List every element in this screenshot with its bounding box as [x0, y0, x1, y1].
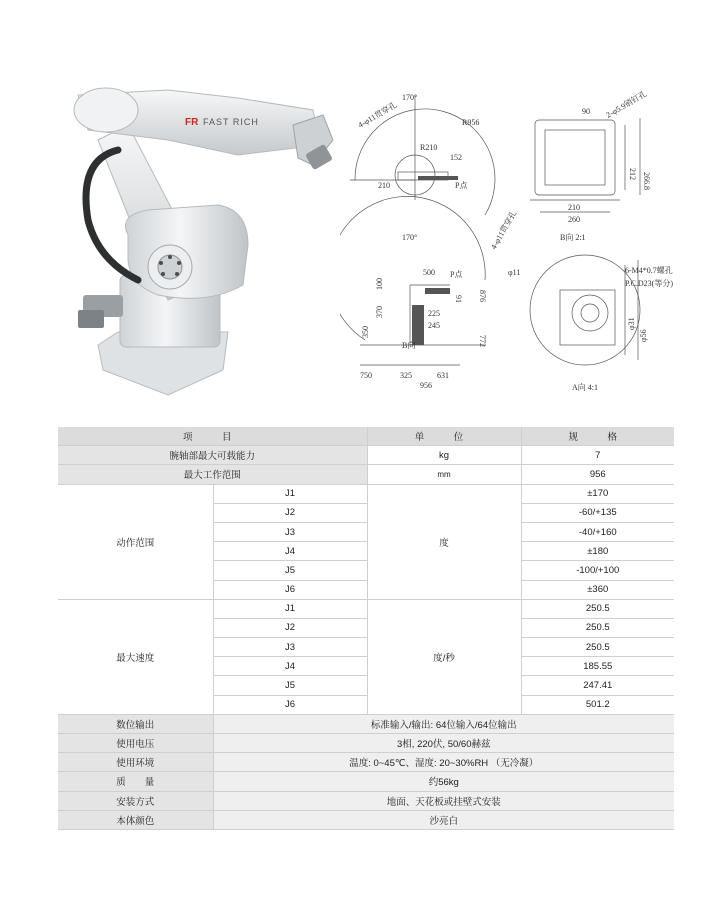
speed-value: 250.5	[521, 638, 674, 657]
svg-text:212: 212	[628, 168, 637, 180]
svg-text:90: 90	[582, 107, 590, 116]
svg-text:91: 91	[454, 295, 463, 303]
svg-text:100: 100	[375, 278, 384, 290]
table-row	[58, 753, 674, 772]
motion-axis: J5	[213, 561, 367, 580]
extra-value: 地面、天花板或挂壁式安装	[213, 791, 674, 810]
speed-value: 247.41	[521, 676, 674, 695]
svg-text:225: 225	[428, 309, 440, 318]
table-row	[58, 714, 674, 733]
svg-text:P点: P点	[455, 181, 468, 190]
extra-value: 约56kg	[213, 772, 674, 791]
motion-value: -100/+100	[521, 561, 674, 580]
speed-unit: 度/秒	[367, 599, 521, 714]
extra-value: 沙亮白	[213, 810, 674, 829]
svg-text:500: 500	[423, 268, 435, 277]
svg-text:260: 260	[568, 215, 580, 224]
motion-axis: J4	[213, 542, 367, 561]
table-row	[58, 446, 674, 465]
speed-axis: J5	[213, 676, 367, 695]
reach-value: 956	[521, 465, 674, 484]
svg-text:772: 772	[478, 335, 487, 347]
b-view-outline	[535, 120, 615, 195]
speed-value: 250.5	[521, 599, 674, 618]
svg-text:210: 210	[378, 181, 390, 190]
svg-text:B向 2:1: B向 2:1	[560, 233, 586, 242]
reach-label: 最大工作范围	[58, 465, 367, 484]
extra-label: 本体颜色	[58, 810, 213, 829]
payload-label: 腕轴部最大可载能力	[58, 446, 367, 465]
svg-text:370: 370	[375, 306, 384, 318]
table-row	[58, 734, 674, 753]
speed-axis: J1	[213, 599, 367, 618]
dimension-drawings	[340, 80, 702, 400]
svg-text:956: 956	[420, 381, 432, 390]
svg-text:P点: P点	[450, 270, 463, 279]
a-view-envelope	[530, 255, 640, 365]
table-row	[58, 791, 674, 810]
table-row	[58, 465, 674, 484]
speed-axis: J2	[213, 618, 367, 637]
motion-label: 动作范围	[58, 484, 213, 599]
extra-label: 质 量	[58, 772, 213, 791]
table-header-row	[58, 427, 674, 446]
svg-text:325: 325	[400, 371, 412, 380]
svg-text:4-φ11贯穿孔: 4-φ11贯穿孔	[356, 100, 399, 130]
extra-label: 数位输出	[58, 714, 213, 733]
header-unit: 单 位	[367, 427, 521, 446]
header-spec: 规 格	[521, 427, 674, 446]
motion-value: ±180	[521, 542, 674, 561]
payload-unit: kg	[367, 446, 521, 465]
svg-text:170°: 170°	[402, 93, 418, 102]
reach-unit: mm	[367, 465, 521, 484]
extra-value: 温度: 0~45℃、湿度: 20~30%RH （无冷凝）	[213, 753, 674, 772]
svg-text:B向: B向	[402, 341, 416, 350]
svg-text:R956: R956	[462, 118, 480, 127]
speed-value: 501.2	[521, 695, 674, 714]
svg-text:φ11: φ11	[508, 268, 521, 277]
svg-text:876: 876	[478, 290, 487, 302]
extra-label: 使用电压	[58, 734, 213, 753]
table-row	[58, 484, 674, 503]
svg-text:φ56: φ56	[639, 329, 648, 342]
motion-axis: J1	[213, 484, 367, 503]
extra-label: 使用环境	[58, 753, 213, 772]
motion-value: -60/+135	[521, 503, 674, 522]
spec-table	[58, 427, 674, 830]
motion-axis: J6	[213, 580, 367, 599]
svg-text:2-φ5.9销钉孔: 2-φ5.9销钉孔	[604, 89, 649, 120]
table-row	[58, 810, 674, 829]
svg-text:631: 631	[437, 371, 449, 380]
header-item: 项 目	[58, 427, 367, 446]
extra-value: 标准输入/输出: 64位输入/64位输出	[213, 714, 674, 733]
speed-label: 最大速度	[58, 599, 213, 714]
svg-text:750: 750	[360, 371, 372, 380]
extra-value: 3相, 220伏, 50/60赫兹	[213, 734, 674, 753]
speed-axis: J6	[213, 695, 367, 714]
svg-text:φ31: φ31	[627, 317, 636, 330]
speed-axis: J4	[213, 657, 367, 676]
svg-text:210: 210	[568, 203, 580, 212]
brand-logo: FR	[185, 117, 199, 128]
motion-value: ±360	[521, 580, 674, 599]
extra-label: 安装方式	[58, 791, 213, 810]
robot-arm-image	[58, 70, 358, 405]
table-row	[58, 772, 674, 791]
svg-text:A向 4:1: A向 4:1	[572, 383, 598, 392]
brand-name: FAST RICH	[203, 117, 259, 127]
speed-axis: J3	[213, 638, 367, 657]
payload-value: 7	[521, 446, 674, 465]
table-row	[58, 599, 674, 618]
motion-axis: J3	[213, 522, 367, 541]
speed-value: 250.5	[521, 618, 674, 637]
motion-value: ±170	[521, 484, 674, 503]
motion-axis: J2	[213, 503, 367, 522]
speed-value: 185.55	[521, 657, 674, 676]
svg-text:6-M4*0.7螺孔: 6-M4*0.7螺孔	[625, 266, 673, 275]
svg-text:170°: 170°	[402, 233, 418, 242]
svg-text:245: 245	[428, 321, 440, 330]
svg-text:4-φ11贯穿孔: 4-φ11贯穿孔	[488, 209, 519, 251]
svg-text:R210: R210	[420, 143, 438, 152]
svg-text:152: 152	[450, 153, 462, 162]
svg-text:P.C.D23(等分): P.C.D23(等分)	[625, 279, 674, 288]
svg-text:350: 350	[361, 326, 370, 338]
motion-value: -40/+160	[521, 522, 674, 541]
svg-text:266.8: 266.8	[642, 172, 651, 190]
product-figure-area	[0, 0, 702, 420]
motion-unit: 度	[367, 484, 521, 599]
